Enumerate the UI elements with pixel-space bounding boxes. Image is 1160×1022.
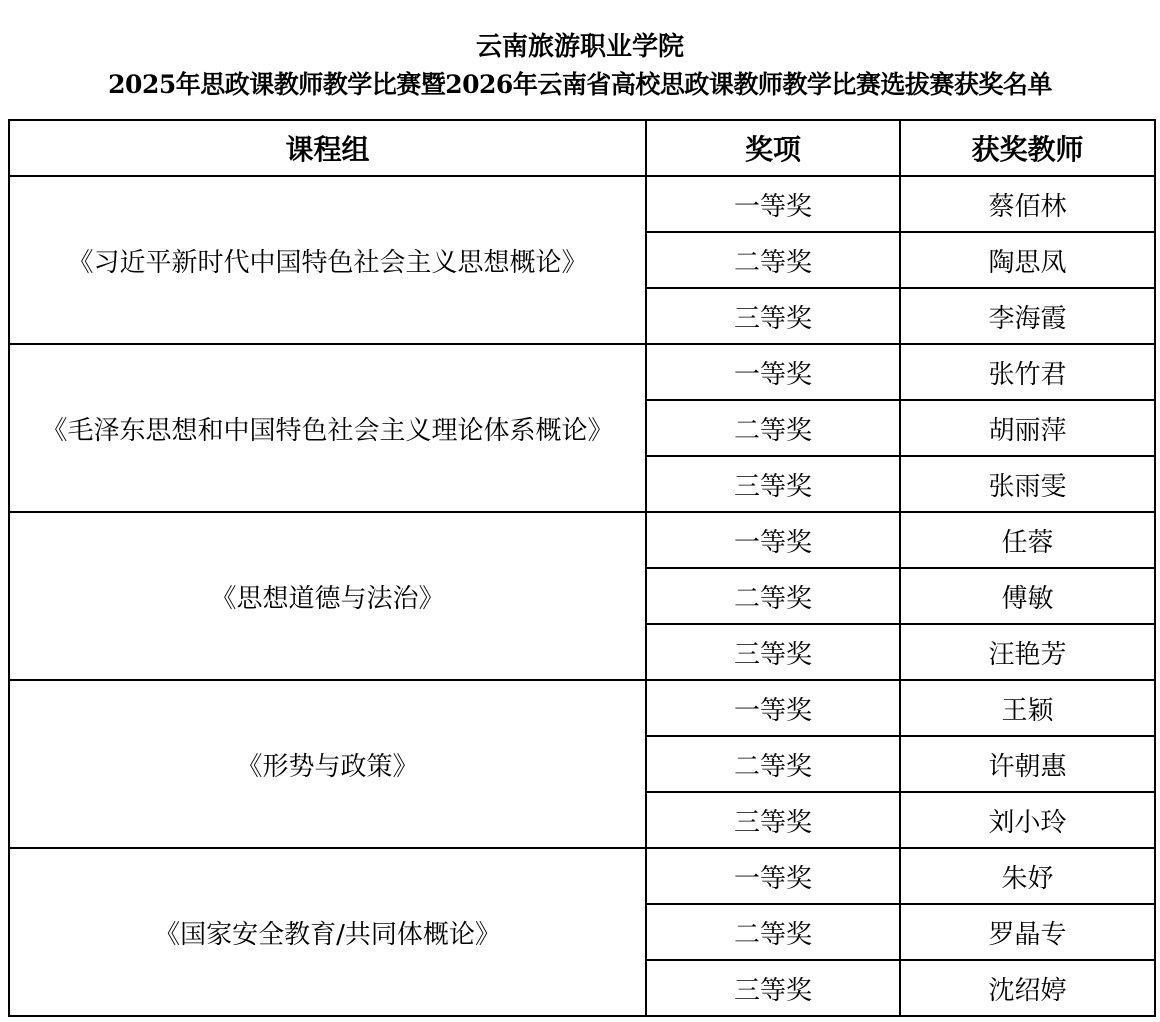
course-group-cell: 《毛泽东思想和中国特色社会主义理论体系概论》 — [9, 344, 646, 512]
table-row — [9, 680, 1155, 736]
column-header-teacher: 获奖教师 — [900, 120, 1155, 176]
course-group-cell: 《形势与政策》 — [9, 680, 646, 848]
award-cell: 二等奖 — [646, 904, 900, 960]
teacher-cell: 李海霞 — [900, 288, 1155, 344]
table-row — [9, 512, 1155, 568]
teacher-cell: 沈绍婷 — [900, 960, 1155, 1016]
award-cell: 二等奖 — [646, 400, 900, 456]
award-cell: 三等奖 — [646, 960, 900, 1016]
teacher-cell: 张雨雯 — [900, 456, 1155, 512]
teacher-cell: 蔡佰林 — [900, 176, 1155, 232]
award-cell: 三等奖 — [646, 792, 900, 848]
table-row — [9, 176, 1155, 232]
table-row — [9, 848, 1155, 904]
award-cell: 三等奖 — [646, 624, 900, 680]
award-table — [8, 119, 1156, 1017]
teacher-cell: 任蓉 — [900, 512, 1155, 568]
award-cell: 二等奖 — [646, 232, 900, 288]
teacher-cell: 傅敏 — [900, 568, 1155, 624]
teacher-cell: 王颖 — [900, 680, 1155, 736]
teacher-cell: 胡丽萍 — [900, 400, 1155, 456]
school-name: 云南旅游职业学院 — [475, 32, 684, 62]
course-group-cell: 《思想道德与法治》 — [9, 512, 646, 680]
teacher-cell: 许朝惠 — [900, 736, 1155, 792]
award-cell: 一等奖 — [646, 512, 900, 568]
award-cell: 一等奖 — [646, 344, 900, 400]
teacher-cell: 陶思凤 — [900, 232, 1155, 288]
table-row — [9, 344, 1155, 400]
award-cell: 一等奖 — [646, 176, 900, 232]
document-title — [0, 28, 1160, 104]
teacher-cell: 张竹君 — [900, 344, 1155, 400]
award-cell: 三等奖 — [646, 288, 900, 344]
award-cell: 二等奖 — [646, 736, 900, 792]
course-group-cell: 《习近平新时代中国特色社会主义思想概论》 — [9, 176, 646, 344]
award-cell: 一等奖 — [646, 680, 900, 736]
award-list-title: 2025年思政课教师教学比赛暨2026年云南省高校思政课教师教学比赛选拔赛获奖名单 — [108, 70, 1052, 99]
teacher-cell: 朱妤 — [900, 848, 1155, 904]
award-cell: 二等奖 — [646, 568, 900, 624]
course-group-cell: 《国家安全教育/共同体概论》 — [9, 848, 646, 1016]
table-header-row — [9, 120, 1155, 176]
column-header-award: 奖项 — [646, 120, 900, 176]
teacher-cell: 汪艳芳 — [900, 624, 1155, 680]
column-header-course-group: 课程组 — [9, 120, 646, 176]
award-cell: 三等奖 — [646, 456, 900, 512]
teacher-cell: 刘小玲 — [900, 792, 1155, 848]
award-cell: 一等奖 — [646, 848, 900, 904]
teacher-cell: 罗晶专 — [900, 904, 1155, 960]
